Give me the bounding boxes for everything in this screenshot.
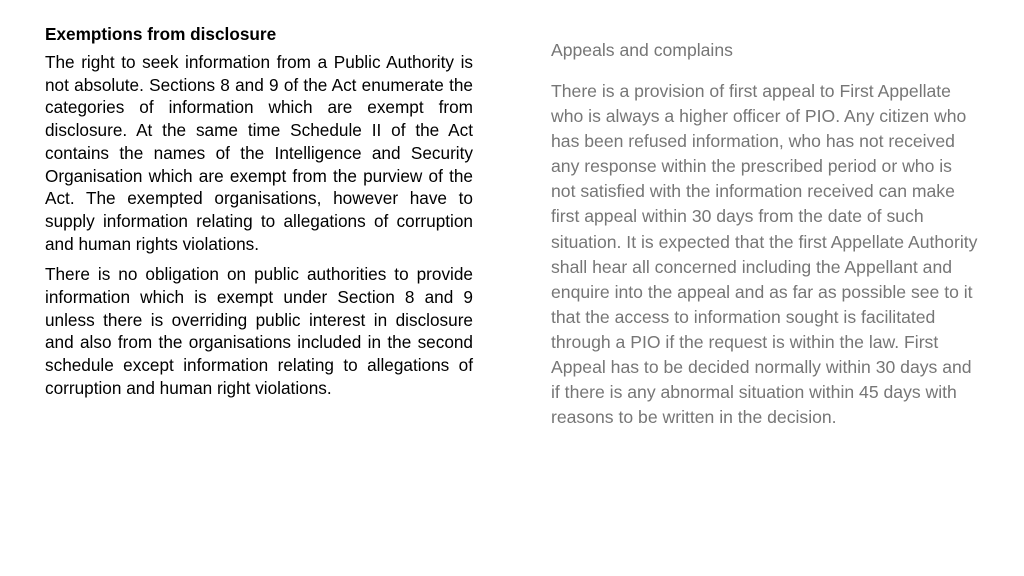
appeals-section bbox=[551, 38, 981, 430]
exemptions-section bbox=[45, 23, 473, 408]
exemptions-heading: Exemptions from disclosure bbox=[45, 24, 277, 44]
appeals-paragraph: There is a provision of first appeal to First Appellate who is always a higher officer of PIO. Any citizen who has been refused information, who has not received any response within the prescribed period or who is not satisfied with the information received can make first appeal within 30 days from the date of such situation. It is expected that the first Appellate Authority shall hear all concerned including the Appellant and enquire into the appeal and as far as possible see to it that the access to information sought is facilitated through a PIO if the request is within the law. First Appeal has to be decided normally within 30 days and if there is any abnormal situation within 45 days with reasons to be written in the decision. bbox=[551, 81, 978, 428]
exemptions-paragraph-1: The right to seek information from a Public Authority is not absolute. Sections 8 and 9 of the Act enumerate the categories of information which are exempt from disclosure. At the same time Schedule II of the Act contains the names of the Intelligence and Security Organisation which are exempt from the purview of the Act. The exempted organisations, however have to supply information relating to allegations of corruption and human rights violations. bbox=[45, 52, 473, 254]
appeals-heading: Appeals and complains bbox=[551, 40, 733, 60]
exemptions-paragraph-2: There is no obligation on public authorities to provide information which is exempt under Section 8 and 9 unless there is overriding public interest in disclosure and also from the organisations included in the second schedule except information relating to allegations of corruption and human right violations. bbox=[45, 264, 473, 398]
